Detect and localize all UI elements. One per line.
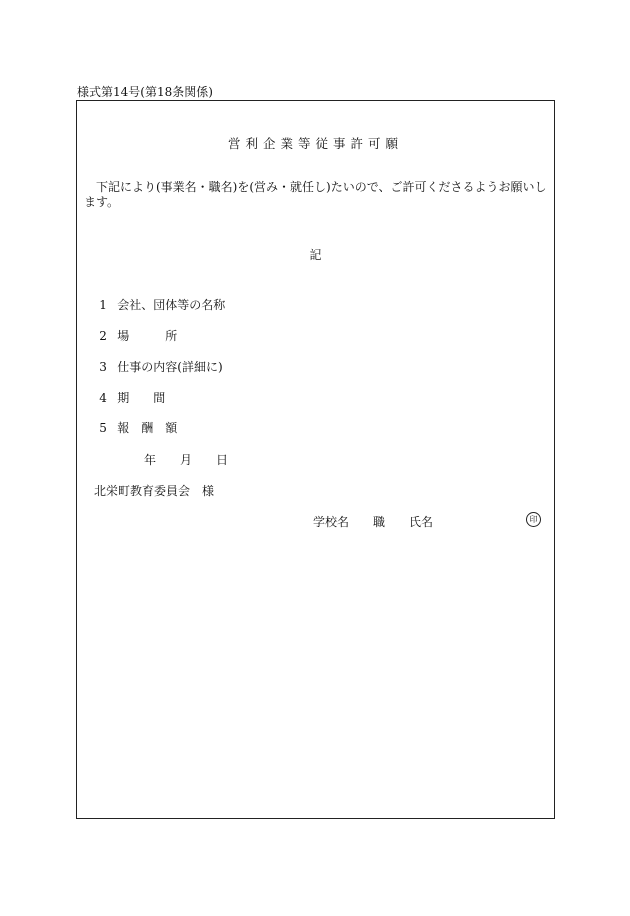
item-number: 5 [99, 421, 107, 435]
form-frame [76, 100, 555, 819]
item-label: 報 酬 額 [117, 421, 178, 435]
request-body-text: 下記により(事業名・職名)を(営み・就任し)たいので、ご許可くださるようお願いします。 [84, 180, 547, 209]
item-label: 仕事の内容(詳細に) [117, 360, 223, 374]
date-line: 年 月 日 [144, 453, 229, 467]
item-number: 2 [99, 329, 107, 343]
item-label: 会社、団体等の名称 [117, 298, 226, 312]
item-number: 4 [99, 391, 107, 405]
form-number: 様式第14号(第18条関係) [77, 85, 213, 99]
ki-heading: 記 [309, 248, 322, 262]
signature-line: 学校名 職 氏名 [313, 515, 434, 529]
item-number: 1 [99, 298, 107, 312]
item-number: 3 [99, 360, 107, 374]
form-title: 営利企業等従事許可願 [227, 136, 403, 151]
item-label: 場 所 [117, 329, 178, 343]
addressee: 北栄町教育委員会 様 [94, 484, 215, 498]
item-remuneration [84, 405, 177, 450]
item-label: 期 間 [117, 391, 166, 405]
seal-mark-icon: 印 [526, 512, 541, 527]
